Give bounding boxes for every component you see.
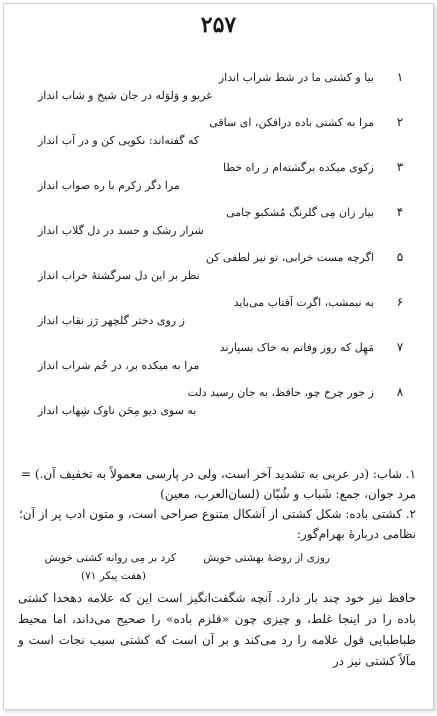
verse [26,115,404,160]
first-hemistich: ز جور چرخ چو، حافظ، به جان رسید دلت [187,386,374,399]
first-hemistich: بیار زان مِی گلرنگ مُشکبو جامی [226,206,374,219]
couplet-first-hemistich: روزی از روضهٔ بهشتی خویش [203,552,330,564]
second-hemistich: شرار رشک و حسد در دل گلاب انداز [38,224,204,237]
first-hemistich: بیا و کشتی ما در شط شراب انداز [218,71,374,84]
second-hemistich: ز روی دختر گلچهر رَز نقاب انداز [38,314,185,327]
verse-number: ۶ [396,295,404,309]
verse [26,70,404,115]
second-hemistich: مرا دگر زکرم با ره صواب انداز [38,179,180,192]
quoted-couplet [18,546,416,568]
second-hemistich: به سوی دیو مِحَن ناوک شِهاب انداز [38,404,197,417]
verse-number: ۲ [396,115,404,129]
first-hemistich: به نیمشب، اگرت آفتاب می‌باید [233,296,374,309]
verse [26,160,404,205]
verse [26,385,404,430]
second-hemistich: که گفته‌اند: نکویی کن و در آب انداز [38,134,200,147]
first-hemistich: زکوی میکده برگشته‌ام ز راه خطا [222,161,374,174]
verse [26,340,404,385]
second-hemistich: مرا به میکده بر، در خُم شراب انداز [38,359,200,372]
first-hemistich: مرا به کشتی باده درافکن، ای ساقی [209,116,374,129]
second-hemistich: غریو و وَلوَله در جان شیخ و شاب انداز [38,89,213,102]
first-hemistich: اگرچه مست خرابی، تو نیز لطفی کن [205,251,374,264]
ghazal-verses [26,70,404,430]
book-page [3,3,434,710]
couplet-second-hemistich: کرد بر مِی روانه کشتی خویش [44,552,176,564]
couplet-source: (هفت پیکر ۷۱) [80,570,146,582]
verse-number: ۷ [396,340,404,354]
footnote-1: ۱. شاب: (در عربی به تشدید آخر است، ولی در پارسی معمولاً به تخفیف آن.) = مرد جوان، جمع: شَباب و شُبّان (لسان‌العرب، معین) [21,467,416,501]
verse-number: ۸ [396,385,404,399]
page-number: ۲۵۷ [200,12,237,38]
verse-number: ۳ [396,160,404,174]
first-hemistich: مَهِل که روز وفاتم به خاک بسپارند [219,341,374,354]
verse-number: ۴ [396,205,404,219]
second-hemistich: نظر بر این دل سرگشتهٔ خراب انداز [38,269,200,282]
verse [26,250,404,295]
verse-number: ۵ [396,250,404,264]
footnote-prose: حافظ نیز خود چند بار دارد. آنچه شگفت‌انگیز است این که علامه دهخدا کشتی باده را در اینجا غلط، و چیزی چون «قلزم باده» را صحیح می‌داند، اما محیط طباطبایی قول علامه را رد می‌کند و بر آن است که کشتی سبب نجات است و مآلاً کشتی نیز در [18,591,416,668]
footnote-2: ۲. کشتی باده: شکل کشتی از اَشکال متنوع صراحی است، و متون ادب پر از آن؛ نظامی دربارهٔ بهرام‌گور: [18,507,416,541]
verse [26,295,404,340]
verse-number: ۱ [396,70,404,84]
verse [26,205,404,250]
footnotes [18,464,416,672]
